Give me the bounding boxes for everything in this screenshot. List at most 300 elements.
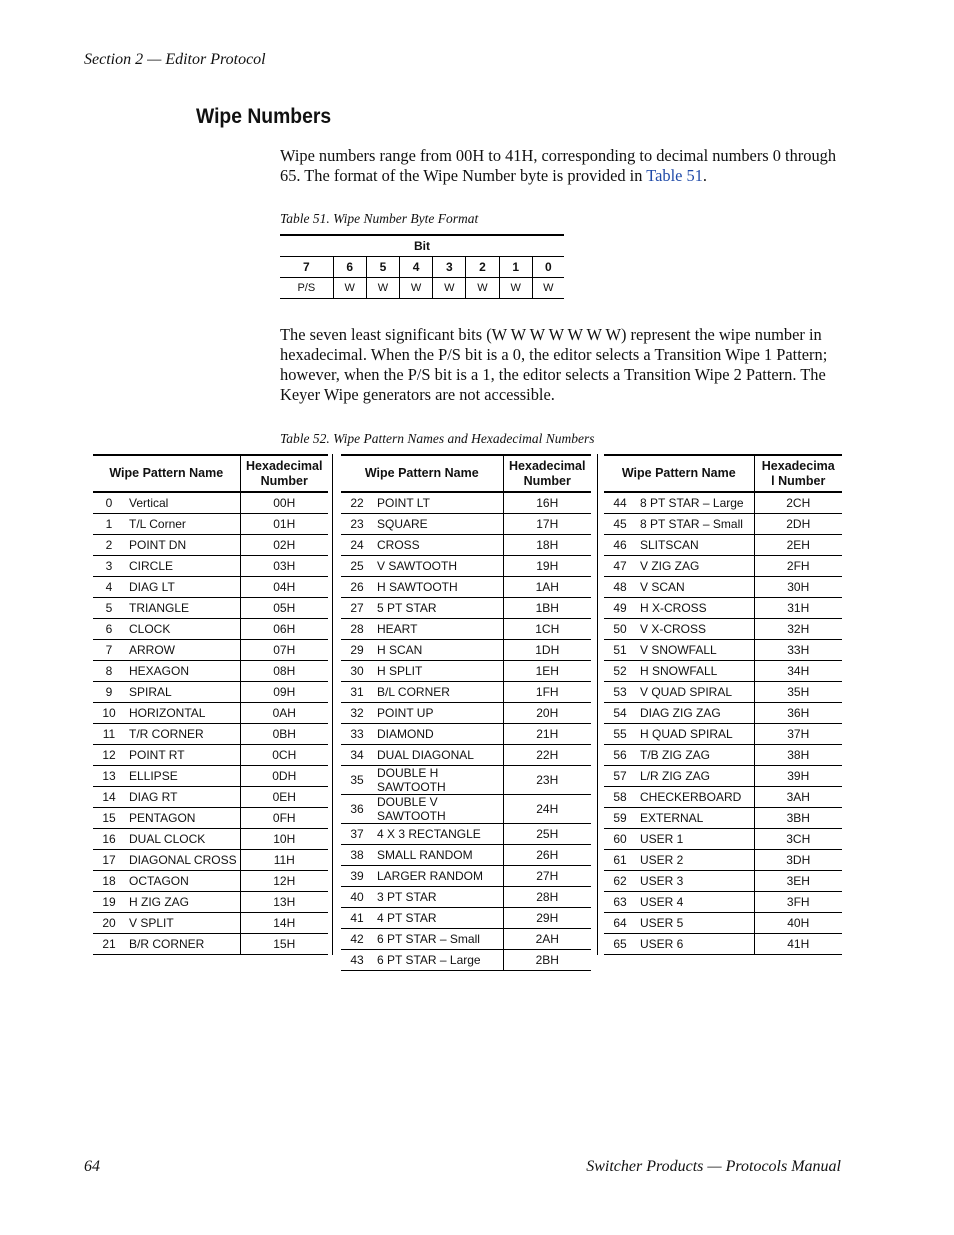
pattern-name-cell: SLITSCAN [636, 535, 754, 556]
pattern-name-cell: POINT LT [373, 492, 503, 514]
pattern-name-cell: HEXAGON [125, 661, 240, 682]
pattern-name-cell: POINT UP [373, 703, 503, 724]
decimal-cell: 38 [341, 845, 373, 866]
pattern-name-cell: DIAG RT [125, 787, 240, 808]
hex-cell: 17H [503, 514, 591, 535]
pattern-name-cell: SMALL RANDOM [373, 845, 503, 866]
hex-header-line1: Hexadecimal [509, 458, 586, 473]
bit-number-cell: 1 [499, 257, 532, 278]
hex-cell: 1FH [503, 682, 591, 703]
pattern-name-cell: DIAGONAL CROSS [125, 850, 240, 871]
hex-cell: 27H [503, 866, 591, 887]
hex-cell: 36H [754, 703, 842, 724]
table-row [604, 829, 842, 850]
decimal-cell: 36 [341, 795, 373, 824]
hex-cell: 1AH [503, 577, 591, 598]
decimal-cell: 11 [93, 724, 125, 745]
decimal-cell: 34 [341, 745, 373, 766]
decimal-cell: 46 [604, 535, 636, 556]
pattern-name-cell: CLOCK [125, 619, 240, 640]
hex-cell: 1BH [503, 598, 591, 619]
table-row [341, 703, 591, 724]
decimal-cell: 47 [604, 556, 636, 577]
hex-cell: 3EH [754, 871, 842, 892]
pattern-name-cell: T/B ZIG ZAG [636, 745, 754, 766]
decimal-cell: 58 [604, 787, 636, 808]
pattern-name-cell: H SNOWFALL [636, 661, 754, 682]
hex-cell: 01H [240, 514, 328, 535]
pattern-name-cell: H SPLIT [373, 661, 503, 682]
decimal-cell: 17 [93, 850, 125, 871]
intro-paragraph [280, 146, 843, 186]
hex-cell: 2DH [754, 514, 842, 535]
hex-cell: 30H [754, 577, 842, 598]
wipe-number-byte-format-table [280, 234, 564, 299]
hex-cell: 1DH [503, 640, 591, 661]
table-row [93, 745, 328, 766]
table-row [341, 556, 591, 577]
pattern-name-cell: 4 PT STAR [373, 908, 503, 929]
decimal-cell: 19 [93, 892, 125, 913]
pattern-name-cell: V SCAN [636, 577, 754, 598]
decimal-cell: 10 [93, 703, 125, 724]
decimal-cell: 27 [341, 598, 373, 619]
table-row [93, 850, 328, 871]
intro-end: . [702, 166, 708, 185]
hex-cell: 07H [240, 640, 328, 661]
decimal-cell: 32 [341, 703, 373, 724]
wipe-pattern-table-1 [93, 454, 328, 955]
table-row [604, 598, 842, 619]
hex-cell: 00H [240, 492, 328, 514]
page-heading: Wipe Numbers [196, 105, 332, 128]
table-row [604, 556, 842, 577]
table-row [604, 724, 842, 745]
table-row [93, 766, 328, 787]
decimal-cell: 57 [604, 766, 636, 787]
hex-column-header [503, 455, 591, 492]
hex-cell: 41H [754, 934, 842, 955]
hex-cell: 26H [503, 845, 591, 866]
pattern-name-cell: ARROW [125, 640, 240, 661]
hex-cell: 15H [240, 934, 328, 955]
table-row [604, 577, 842, 598]
pattern-name-cell: L/R ZIG ZAG [636, 766, 754, 787]
hex-cell: 03H [240, 556, 328, 577]
table-row [93, 535, 328, 556]
hex-cell: 14H [240, 913, 328, 934]
table-row [604, 934, 842, 955]
name-column-header: Wipe Pattern Name [93, 455, 240, 492]
table-row [341, 887, 591, 908]
decimal-cell: 31 [341, 682, 373, 703]
hex-cell: 18H [503, 535, 591, 556]
decimal-cell: 53 [604, 682, 636, 703]
table-row [93, 724, 328, 745]
pattern-name-cell: OCTAGON [125, 871, 240, 892]
decimal-cell: 4 [93, 577, 125, 598]
hex-cell: 09H [240, 682, 328, 703]
bit-value-cell: W [466, 278, 499, 299]
decimal-cell: 56 [604, 745, 636, 766]
table-row [341, 908, 591, 929]
hex-cell: 40H [754, 913, 842, 934]
pattern-name-cell: 3 PT STAR [373, 887, 503, 908]
hex-cell: 38H [754, 745, 842, 766]
decimal-cell: 33 [341, 724, 373, 745]
pattern-name-cell: POINT DN [125, 535, 240, 556]
decimal-cell: 55 [604, 724, 636, 745]
hex-cell: 0AH [240, 703, 328, 724]
pattern-name-cell: EXTERNAL [636, 808, 754, 829]
pattern-name-cell: 4 X 3 RECTANGLE [373, 824, 503, 845]
hex-cell: 3AH [754, 787, 842, 808]
pattern-name-cell: TRIANGLE [125, 598, 240, 619]
decimal-cell: 25 [341, 556, 373, 577]
table-row [341, 824, 591, 845]
wipe-pattern-table-3 [604, 454, 842, 955]
hex-cell: 13H [240, 892, 328, 913]
hex-cell: 39H [754, 766, 842, 787]
table-row [93, 892, 328, 913]
pattern-name-cell: DOUBLE V SAWTOOTH [373, 795, 503, 824]
bit-value-cell: P/S [280, 278, 333, 299]
hex-cell: 3FH [754, 892, 842, 913]
hex-cell: 29H [503, 908, 591, 929]
bit-number-cell: 4 [400, 257, 433, 278]
table-row [341, 724, 591, 745]
hex-cell: 2CH [754, 492, 842, 514]
hex-column-header [240, 455, 328, 492]
table-row [341, 514, 591, 535]
hex-cell: 21H [503, 724, 591, 745]
decimal-cell: 5 [93, 598, 125, 619]
hex-cell: 23H [503, 766, 591, 795]
bit-number-cell: 2 [466, 257, 499, 278]
table-row [93, 577, 328, 598]
footer-title: Switcher Products — Protocols Manual [586, 1158, 841, 1175]
pattern-name-cell: H SAWTOOTH [373, 577, 503, 598]
table-row [93, 556, 328, 577]
table-row [604, 913, 842, 934]
decimal-cell: 50 [604, 619, 636, 640]
hex-header-line2: Number [523, 473, 571, 488]
hex-cell: 1CH [503, 619, 591, 640]
hex-cell: 10H [240, 829, 328, 850]
bit-value-cell: W [499, 278, 532, 299]
hex-cell: 20H [503, 703, 591, 724]
table-row [93, 913, 328, 934]
hex-cell: 12H [240, 871, 328, 892]
bit-value-cell: W [333, 278, 366, 299]
table-row [341, 766, 591, 795]
table-row [93, 682, 328, 703]
decimal-cell: 15 [93, 808, 125, 829]
hex-cell: 24H [503, 795, 591, 824]
table-divider [597, 454, 598, 955]
pattern-name-cell: 8 PT STAR – Small [636, 514, 754, 535]
decimal-cell: 40 [341, 887, 373, 908]
pattern-name-cell: DIAG LT [125, 577, 240, 598]
bit-number-cell: 6 [333, 257, 366, 278]
pattern-name-cell: HEART [373, 619, 503, 640]
pattern-name-cell: PENTAGON [125, 808, 240, 829]
pattern-name-cell: DIAG ZIG ZAG [636, 703, 754, 724]
hex-cell: 2BH [503, 950, 591, 971]
decimal-cell: 8 [93, 661, 125, 682]
hex-header-line1: Hexadecima [761, 458, 835, 473]
decimal-cell: 59 [604, 808, 636, 829]
body-paragraph: The seven least significant bits (W W W W W W W) represent the wipe number in hexadecimal. When the P/S bit is a 0, the editor selects a Transition Wipe 1 Pattern; however, when the P/S bit is a 1, the editor selects a Transition Wipe 2 Pattern. The Keyer Wipe generators are not accessible. [280, 325, 828, 404]
hex-header-line2: l Number [771, 473, 826, 488]
name-column-header: Wipe Pattern Name [604, 455, 754, 492]
hex-cell: 2FH [754, 556, 842, 577]
pattern-name-cell: H ZIG ZAG [125, 892, 240, 913]
pattern-name-cell: V X-CROSS [636, 619, 754, 640]
table-row [341, 682, 591, 703]
section-header: Section 2 — Editor Protocol [84, 51, 266, 68]
hex-cell: 3CH [754, 829, 842, 850]
pattern-name-cell: ELLIPSE [125, 766, 240, 787]
decimal-cell: 49 [604, 598, 636, 619]
decimal-cell: 54 [604, 703, 636, 724]
hex-cell: 02H [240, 535, 328, 556]
table-row [341, 845, 591, 866]
bit-number-cell: 7 [280, 257, 333, 278]
decimal-cell: 62 [604, 871, 636, 892]
decimal-cell: 43 [341, 950, 373, 971]
table-row [93, 787, 328, 808]
pattern-name-cell: USER 4 [636, 892, 754, 913]
table51-link[interactable]: Table 51 [646, 166, 703, 185]
hex-cell: 06H [240, 619, 328, 640]
table-row [604, 745, 842, 766]
decimal-cell: 22 [341, 492, 373, 514]
decimal-cell: 16 [93, 829, 125, 850]
hex-cell: 3BH [754, 808, 842, 829]
name-column-header: Wipe Pattern Name [341, 455, 503, 492]
decimal-cell: 0 [93, 492, 125, 514]
table-row [604, 787, 842, 808]
bit-value-cell: W [532, 278, 564, 299]
pattern-name-cell: USER 3 [636, 871, 754, 892]
decimal-cell: 9 [93, 682, 125, 703]
hex-cell: 05H [240, 598, 328, 619]
hex-cell: 34H [754, 661, 842, 682]
pattern-name-cell: LARGER RANDOM [373, 866, 503, 887]
pattern-name-cell: H QUAD SPIRAL [636, 724, 754, 745]
pattern-name-cell: V ZIG ZAG [636, 556, 754, 577]
table-row [93, 598, 328, 619]
hex-cell: 0EH [240, 787, 328, 808]
decimal-cell: 1 [93, 514, 125, 535]
decimal-cell: 52 [604, 661, 636, 682]
intro-text: Wipe numbers range from 00H to 41H, corresponding to decimal numbers 0 through 65. The format of the Wipe Number byte is provided in [280, 146, 837, 185]
pattern-name-cell: CIRCLE [125, 556, 240, 577]
bit-value-cell: W [400, 278, 433, 299]
hex-cell: 2AH [503, 929, 591, 950]
table-row [341, 745, 591, 766]
pattern-name-cell: USER 5 [636, 913, 754, 934]
table-divider [332, 454, 333, 955]
table-row [341, 929, 591, 950]
pattern-name-cell: V SNOWFALL [636, 640, 754, 661]
decimal-cell: 6 [93, 619, 125, 640]
pattern-name-cell: B/R CORNER [125, 934, 240, 955]
pattern-name-cell: 8 PT STAR – Large [636, 492, 754, 514]
table-row [604, 640, 842, 661]
pattern-name-cell: USER 6 [636, 934, 754, 955]
table-row [341, 535, 591, 556]
decimal-cell: 7 [93, 640, 125, 661]
decimal-cell: 23 [341, 514, 373, 535]
hex-cell: 0FH [240, 808, 328, 829]
decimal-cell: 13 [93, 766, 125, 787]
hex-header-line1: Hexadecimal [246, 458, 323, 473]
hex-cell: 11H [240, 850, 328, 871]
pattern-name-cell: V QUAD SPIRAL [636, 682, 754, 703]
pattern-name-cell: CROSS [373, 535, 503, 556]
pattern-name-cell: H SCAN [373, 640, 503, 661]
table-row [604, 871, 842, 892]
table-row [604, 619, 842, 640]
decimal-cell: 41 [341, 908, 373, 929]
decimal-cell: 30 [341, 661, 373, 682]
pattern-name-cell: CHECKERBOARD [636, 787, 754, 808]
hex-column-header [754, 455, 842, 492]
pattern-name-cell: 6 PT STAR – Small [373, 929, 503, 950]
decimal-cell: 63 [604, 892, 636, 913]
hex-cell: 04H [240, 577, 328, 598]
pattern-name-cell: 6 PT STAR – Large [373, 950, 503, 971]
table-row [93, 619, 328, 640]
decimal-cell: 3 [93, 556, 125, 577]
decimal-cell: 42 [341, 929, 373, 950]
bit-number-cell: 5 [366, 257, 399, 278]
decimal-cell: 61 [604, 850, 636, 871]
pattern-name-cell: USER 2 [636, 850, 754, 871]
hex-cell: 16H [503, 492, 591, 514]
table-row [341, 619, 591, 640]
table-row [341, 950, 591, 971]
table-row [604, 661, 842, 682]
decimal-cell: 29 [341, 640, 373, 661]
hex-cell: 0DH [240, 766, 328, 787]
decimal-cell: 2 [93, 535, 125, 556]
pattern-name-cell: HORIZONTAL [125, 703, 240, 724]
table-row [341, 492, 591, 514]
pattern-name-cell: DUAL DIAGONAL [373, 745, 503, 766]
table-row [93, 871, 328, 892]
hex-cell: 08H [240, 661, 328, 682]
decimal-cell: 24 [341, 535, 373, 556]
decimal-cell: 26 [341, 577, 373, 598]
table-row [341, 661, 591, 682]
table-row [93, 514, 328, 535]
bit-value-cell: W [433, 278, 466, 299]
hex-cell: 2EH [754, 535, 842, 556]
hex-cell: 33H [754, 640, 842, 661]
table-row [341, 577, 591, 598]
decimal-cell: 60 [604, 829, 636, 850]
decimal-cell: 64 [604, 913, 636, 934]
decimal-cell: 48 [604, 577, 636, 598]
pattern-name-cell: T/L Corner [125, 514, 240, 535]
wipe-pattern-table-2 [341, 454, 591, 971]
table-row [93, 492, 328, 514]
hex-cell: 35H [754, 682, 842, 703]
pattern-name-cell: SPIRAL [125, 682, 240, 703]
pattern-name-cell: V SPLIT [125, 913, 240, 934]
decimal-cell: 51 [604, 640, 636, 661]
decimal-cell: 35 [341, 766, 373, 795]
bit-value-cell: W [366, 278, 399, 299]
table-row [93, 640, 328, 661]
table-row [341, 795, 591, 824]
table-row [604, 892, 842, 913]
decimal-cell: 28 [341, 619, 373, 640]
pattern-name-cell: Vertical [125, 492, 240, 514]
page-number: 64 [84, 1158, 100, 1175]
table-row [93, 808, 328, 829]
hex-cell: 22H [503, 745, 591, 766]
decimal-cell: 12 [93, 745, 125, 766]
decimal-cell: 21 [93, 934, 125, 955]
hex-cell: 1EH [503, 661, 591, 682]
table-row [604, 766, 842, 787]
table-row [341, 640, 591, 661]
pattern-name-cell: DUAL CLOCK [125, 829, 240, 850]
decimal-cell: 39 [341, 866, 373, 887]
table52-caption: Table 52. Wipe Pattern Names and Hexadecimal Numbers [280, 431, 595, 446]
pattern-name-cell: DOUBLE H SAWTOOTH [373, 766, 503, 795]
pattern-name-cell: H X-CROSS [636, 598, 754, 619]
pattern-name-cell: USER 1 [636, 829, 754, 850]
pattern-name-cell: B/L CORNER [373, 682, 503, 703]
table-row [93, 661, 328, 682]
pattern-name-cell: SQUARE [373, 514, 503, 535]
hex-cell: 25H [503, 824, 591, 845]
decimal-cell: 44 [604, 492, 636, 514]
hex-cell: 3DH [754, 850, 842, 871]
hex-cell: 37H [754, 724, 842, 745]
table-row [604, 535, 842, 556]
bit-header: Bit [280, 235, 564, 257]
bit-number-cell: 3 [433, 257, 466, 278]
hex-cell: 0CH [240, 745, 328, 766]
decimal-cell: 18 [93, 871, 125, 892]
table-row [604, 492, 842, 514]
table-row [93, 829, 328, 850]
table-row [93, 703, 328, 724]
table-row [93, 934, 328, 955]
table51-caption: Table 51. Wipe Number Byte Format [280, 211, 479, 226]
table-row [604, 514, 842, 535]
pattern-name-cell: T/R CORNER [125, 724, 240, 745]
table-row [604, 682, 842, 703]
decimal-cell: 37 [341, 824, 373, 845]
decimal-cell: 20 [93, 913, 125, 934]
decimal-cell: 14 [93, 787, 125, 808]
table-row [341, 866, 591, 887]
hex-cell: 19H [503, 556, 591, 577]
table-row [604, 850, 842, 871]
table-row [604, 808, 842, 829]
hex-cell: 32H [754, 619, 842, 640]
bit-number-cell: 0 [532, 257, 564, 278]
hex-header-line2: Number [260, 473, 308, 488]
decimal-cell: 45 [604, 514, 636, 535]
